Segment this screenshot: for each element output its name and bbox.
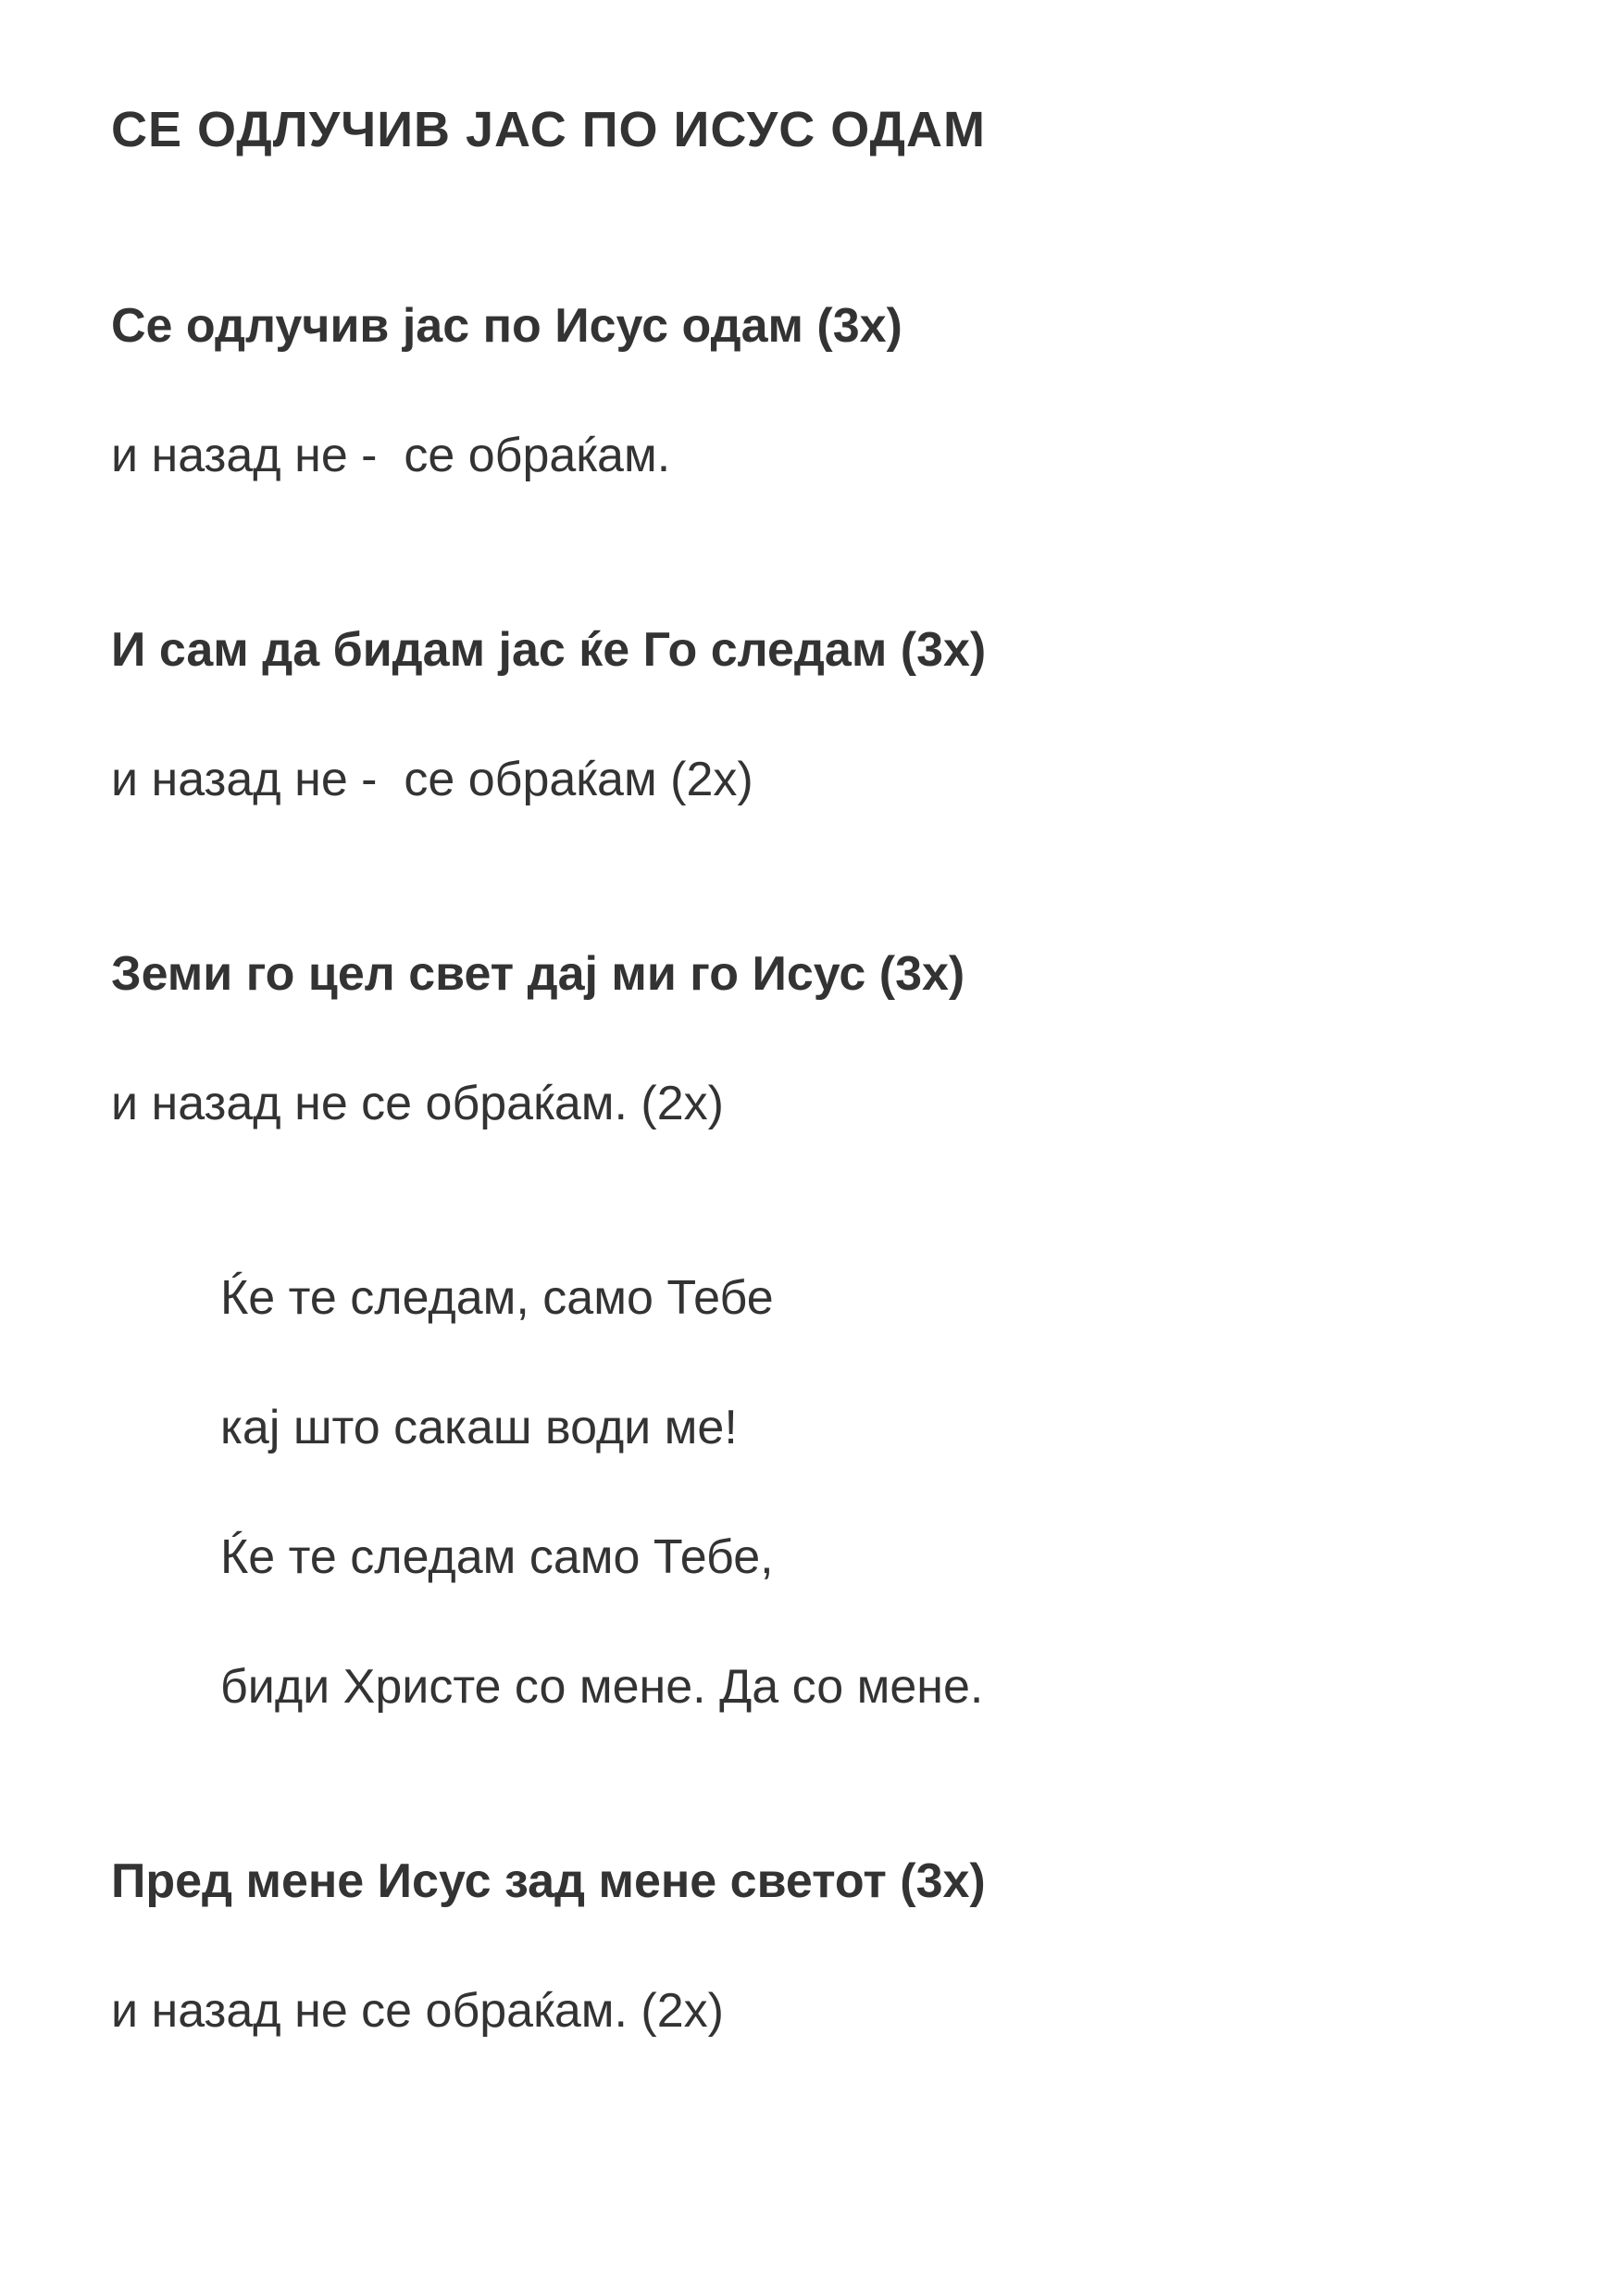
chorus-line-4: биди Христе со мене. Да со мене. [220, 1660, 984, 1714]
chorus-line-1: Ќе те следам, само Тебе [220, 1271, 774, 1325]
verse-1-line-2: и назад не - се обраќам. [111, 429, 671, 482]
verse-4-line-1: Пред мене Исус зад мене светот (3x) [111, 1854, 986, 1908]
verse-3-line-2: и назад не се обраќам. (2x) [111, 1077, 724, 1130]
verse-1-line-1: Се одлучив јас по Исус одам (3x) [111, 299, 902, 353]
verse-4-line-2: и назад не се обраќам. (2x) [111, 1984, 724, 2038]
verse-3-line-1: Земи го цел свет дај ми го Исус (3x) [111, 947, 965, 1001]
song-title: СЕ ОДЛУЧИВ ЈАС ПО ИСУС ОДАМ [111, 102, 986, 157]
verse-2-line-2: и назад не - се обраќам (2x) [111, 753, 753, 806]
chorus-line-3: Ќе те следам само Тебе, [220, 1530, 774, 1584]
chorus-line-2: кај што сакаш води ме! [220, 1401, 738, 1454]
verse-2-line-1: И сам да бидам јас ќе Го следам (3x) [111, 623, 987, 677]
